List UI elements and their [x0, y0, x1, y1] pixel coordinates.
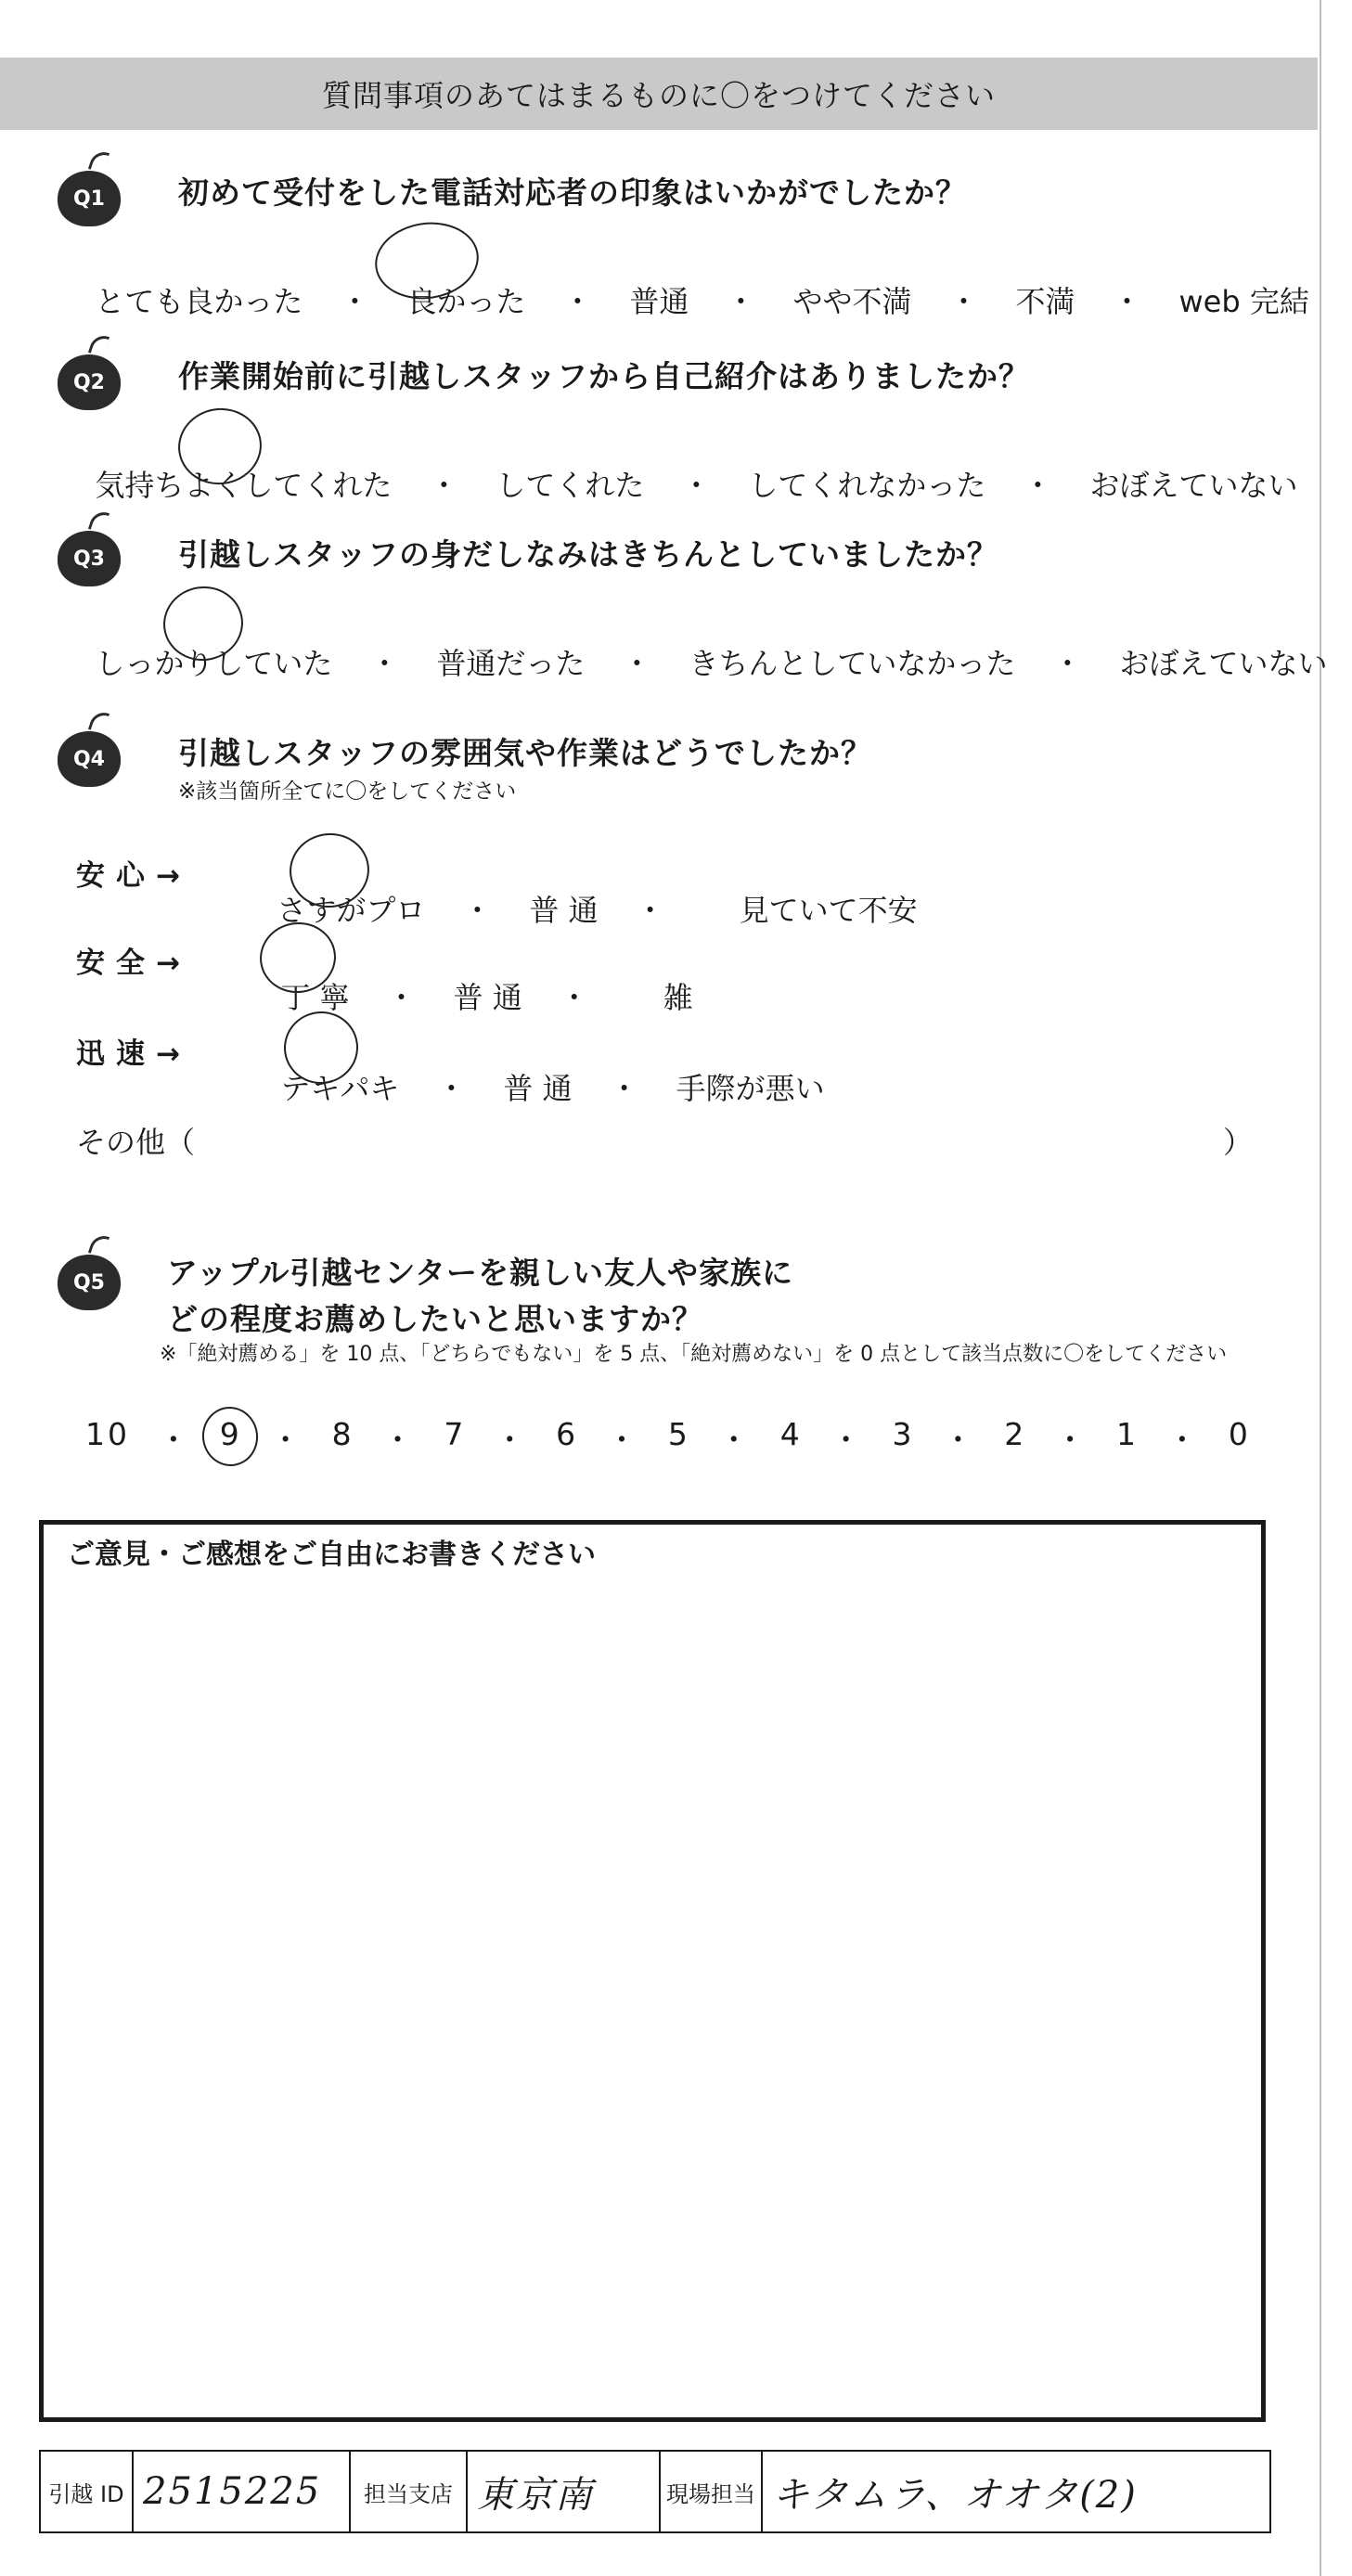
q2-option-3[interactable]: してくれなかった [748, 468, 986, 503]
q3-question: 引越しスタッフの身だしなみはきちんとしていましたか？ [178, 536, 998, 573]
footer-info-table [39, 2450, 1271, 2533]
q5-score-4[interactable]: 4 [779, 1416, 803, 1452]
branch-value[interactable]: 東京南 [468, 2452, 661, 2531]
q4-anzen-option-2[interactable]: 普 通 [453, 980, 522, 1015]
q5-score-5[interactable]: 5 [667, 1416, 690, 1452]
comment-box[interactable] [39, 1520, 1266, 2422]
q4-row-anshin-options: さすがプロ ・ 普 通 ・ 見ていて不安 [258, 852, 918, 930]
q5-score-8[interactable]: 8 [331, 1416, 354, 1452]
q5-badge: Q5 [58, 1255, 121, 1310]
q5-score-0[interactable]: 0 [1228, 1416, 1251, 1452]
q2-option-4[interactable]: おぼえていない [1089, 468, 1298, 503]
q3-options: しっかりしていた ・ 普通だった ・ きちんとしていなかった ・ おぼえていない [76, 605, 1327, 683]
q1-option-2[interactable]: 良かった [406, 284, 526, 319]
q4-anshin-option-3[interactable]: 見ていて不安 [739, 893, 918, 928]
page-edge [1320, 0, 1321, 2576]
q5-note: ※「絶対薦める」を 10 点、「どちらでもない」を 5 点、「絶対薦めない」を 0 点として該当点数に〇をしてください [160, 1343, 1228, 1366]
q4-note: ※該当箇所全てに〇をしてください [178, 779, 517, 804]
q3-option-3[interactable]: きちんとしていなかった [689, 646, 1016, 681]
q4-other-label: その他（ [76, 1125, 196, 1160]
q5-score-9[interactable]: 9 [219, 1416, 242, 1452]
q5-score-7[interactable]: 7 [444, 1416, 467, 1452]
q5-question-line2: どの程度お薦めしたいと思いますか？ [167, 1301, 703, 1337]
q3-option-1[interactable]: しっかりしていた [95, 646, 333, 681]
q5-score-10[interactable]: 10 [85, 1416, 130, 1452]
q1-question: 初めて受付をした電話対応者の印象はいかがでしたか？ [178, 174, 967, 211]
move-id-value[interactable]: 2515225 [134, 2452, 351, 2531]
q4-anzen-option-1[interactable]: 丁 寧 [280, 980, 350, 1015]
q5-score-2[interactable]: 2 [1004, 1416, 1027, 1452]
q3-option-2[interactable]: 普通だった [436, 646, 586, 681]
q4-question: 引越しスタッフの雰囲気や作業はどうでしたか？ [178, 735, 872, 771]
q5-score-3[interactable]: 3 [892, 1416, 915, 1452]
q3-badge: Q3 [58, 531, 121, 586]
q4-row-jinsoku-label: 迅速→ [76, 1037, 191, 1071]
q4-row-anzen-label: 安全→ [76, 947, 191, 980]
staff-label: 現場担当 [661, 2452, 763, 2531]
q1-options: とても良かった ・ 良かった ・ 普通 ・ やや不満 ・ 不満 ・ web 完結 [76, 243, 1309, 321]
q1-option-5[interactable]: 不満 [1015, 284, 1075, 319]
q2-option-1[interactable]: 気持ちよくしてくれた [95, 468, 393, 503]
q4-jinsoku-option-3[interactable]: 手際が悪い [676, 1071, 825, 1106]
q1-option-6[interactable]: web 完結 [1178, 284, 1309, 319]
instruction-title: 質問事項のあてはまるものに〇をつけてください [321, 78, 996, 113]
q1-option-3[interactable]: 普通 [629, 284, 689, 319]
q2-question: 作業開始前に引越しスタッフから自己紹介はありましたか？ [178, 358, 1030, 394]
q1-option-1[interactable]: とても良かった [95, 284, 303, 319]
q5-selection-circle [199, 1403, 262, 1470]
branch-label: 担当支店 [351, 2452, 468, 2531]
q1-badge: Q1 [58, 171, 121, 226]
q4-row-anzen-options: 丁 寧 ・ 普 通 ・ 雑 [262, 939, 693, 1017]
move-id-label: 引越 ID [41, 2452, 134, 2531]
q2-badge: Q2 [58, 354, 121, 410]
q4-anzen-option-3[interactable]: 雑 [663, 980, 693, 1015]
q2-options: 気持ちよくしてくれた ・ してくれた ・ してくれなかった ・ おぼえていない [76, 427, 1297, 505]
q5-score-row: 10 ・ 9 ・ 8 ・ 7 ・ 6 ・ 5 ・ 4 ・ 3 ・ 2 ・ 1 ・ 0 [85, 1416, 1251, 1458]
q5-score-1[interactable]: 1 [1116, 1416, 1140, 1452]
q5-question-line1: アップル引越センターを親しい友人や家族に [167, 1255, 794, 1291]
comment-title: ご意見・ご感想をご自由にお書きください [67, 1539, 596, 1571]
q2-option-2[interactable]: してくれた [496, 468, 645, 503]
instruction-header [0, 58, 1318, 130]
q4-anshin-option-1[interactable]: さすがプロ [277, 893, 426, 928]
q5-score-6[interactable]: 6 [556, 1416, 579, 1452]
q4-row-jinsoku-options: テキパキ ・ 普 通 ・ 手際が悪い [262, 1030, 825, 1108]
q4-jinsoku-option-2[interactable]: 普 通 [503, 1071, 573, 1106]
q4-badge: Q4 [58, 731, 121, 787]
q1-option-4[interactable]: やや不満 [792, 284, 912, 319]
q4-anshin-option-2[interactable]: 普 通 [529, 893, 599, 928]
staff-value[interactable]: キタムラ、オオタ(2) [772, 2473, 1138, 2517]
q3-option-4[interactable]: おぼえていない [1119, 646, 1328, 681]
q4-other-close: ） [1223, 1125, 1254, 1160]
q4-jinsoku-option-1[interactable]: テキパキ [280, 1071, 400, 1106]
q4-row-anshin-label: 安心→ [76, 859, 191, 893]
